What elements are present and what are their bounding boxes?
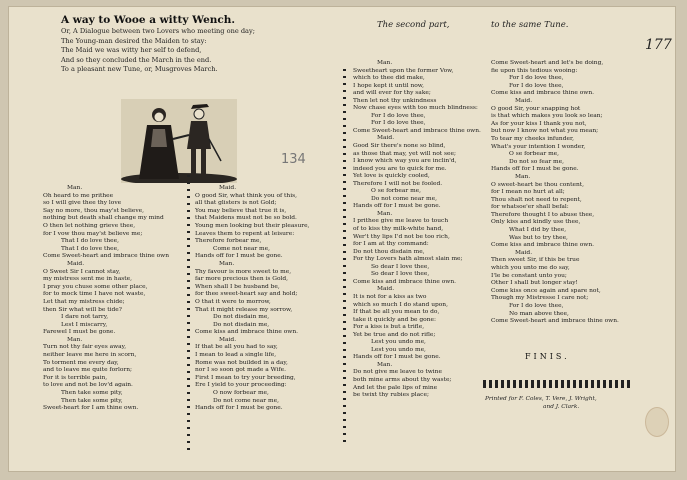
verse-line: fie upon this tedious wooing: [491,67,578,74]
verse-line: to love and not be lov'd again. [43,382,133,389]
verse-line: Good Sir there's none so blind, [353,143,446,150]
verse-line: O se forbear me, [509,151,560,158]
printed-for [485,395,597,411]
verse-line: take it quickly and be gone: [353,316,436,323]
verse-line: Lest you undo me, [371,346,426,353]
verse-line: Then sweet Sir, if this be true [491,257,580,264]
verse-line: Hands off for I must be gone. [491,166,579,173]
verse-line: For I do love thee, [509,75,564,82]
subtitle-line: And so they concluded the March in the end. [61,55,212,64]
verse-line: Come Sweet-heart and let's be doing, [491,60,604,66]
broadside-sheet [8,6,676,472]
verse-line: Man. [377,60,393,66]
library-stamp [645,407,669,437]
verse-line: Come Sweet-heart and imbrace thine own. [353,127,481,134]
verse-line: Man. [67,336,83,343]
verse-line: If that be all you had to say, [195,344,278,351]
verse-line: For a kiss is but a trifle, [353,324,425,331]
verse-line: indeed you are to quick for me. [353,165,447,172]
verse-line: which you unto me do say, [491,265,570,272]
verse-line: It is not for a kiss as two [353,293,427,300]
verse-line: Wer't thy lips I'd not be too rich, [353,233,450,240]
subtitle-line: The Young-man desired the Maiden to stay: [61,36,207,45]
column-2 [195,185,309,413]
verse-line: Therefore thought I to abuse thee, [491,211,595,218]
page-number: 177 [645,37,672,53]
verse-line: Turn not thy fair eyes away, [43,344,127,351]
verse-line: Man. [67,185,83,191]
column-3 [353,60,481,400]
verse-line: For I do love thee, [371,112,426,119]
verse-line: I hope kept it until now, [353,82,425,89]
verse-line: O good Sir, what think you of this, [195,192,297,199]
verse-line: Man. [219,260,235,267]
verse-line: I mean to lead a single life, [195,352,277,359]
verse-line: Do not give me leave to twine [353,369,442,376]
verse-line: Lest you undo me, [371,339,426,346]
verse-line: nothing but death shall change my mind [43,215,164,222]
verse-line: For I do love thee, [509,303,564,309]
verse-line: Maid. [377,286,395,293]
verse-line: If that be all you mean to do, [353,309,440,316]
verse-line: What I did by thee, [509,227,567,234]
subtitle-line: To a pleasant new Tune, or, Musgroves March. [61,65,218,74]
verse-line: Only kiss and kindly use thee, [491,219,581,226]
verse-line: What's your intention I wonder, [491,143,586,150]
verse-line: Hands off for I must be gone. [195,405,283,412]
verse-line: That it might release my sorrow, [195,306,293,313]
column-1 [43,185,169,413]
verse-line: O that it were to morrow, [195,298,271,305]
verse-line: I prithee give me leave to touch [353,218,449,225]
verse-line: for thee sweet-heart say and hold; [195,291,298,298]
verse-line: Then take some pity, [61,397,123,404]
verse-line: be twixt thy rubies place; [353,392,429,399]
verse-line: So dear I love thee, [371,263,430,270]
verse-line: far more precious then is Gold, [195,276,289,283]
verse-line: O good Sir, your snapping hot [491,105,581,112]
verse-line: Say no more, thou may'st believe, [43,207,145,214]
verse-line: which so much I do stand upon, [353,301,448,308]
verse-line: neither leave me here in scorn, [43,352,137,359]
verse-line: Come kiss once again and spare not, [491,287,601,294]
verse-line: Do not disdain me, [213,321,270,328]
verse-line: That I do love thee, [61,245,119,252]
ornament-rule [483,380,633,388]
verse-line: Do not so fear me, [509,158,564,165]
printed-line: and J. Clark. [543,404,580,410]
verse-line: Come kiss and imbrace thine own. [491,90,594,97]
verse-line: Man. [515,173,531,180]
verse-line: Sweet-heart for I am thine own. [43,405,139,412]
verse-line: Maid. [515,97,533,104]
verse-line: For I do love thee, [509,82,564,89]
verse-line: Thy favour is more sweet to me, [195,268,292,275]
verse-line: O now forbear me, [213,390,269,397]
subtitle [61,27,331,75]
verse-line: Do not disdain me, [213,314,270,321]
verse-line: When shall I be husband be, [195,283,280,290]
verse-line: Hands off for I must be gone. [353,354,441,361]
verse-line: First I mean to try your breeding, [195,374,296,381]
verse-line: is that which makes you look so lean; [491,113,603,120]
verse-line: To tear my cheeks infunder, [491,135,575,142]
verse-line: that Maidens must not be so bold. [195,215,297,222]
verse-line: Come kiss and imbrace thine own. [195,329,298,336]
verse-line: Man. [377,361,393,368]
verse-line: O then let nothing grieve thee, [43,222,136,229]
subtitle-line: The Maid we was witty her self to defend, [61,46,202,55]
verse-line: I pray you chuse some other place, [43,283,148,290]
verse-line: Then take some pity, [61,390,123,397]
verse-line: For it is terrible pain, [43,374,108,381]
verse-line: Leaves them to repent at leisure: [195,230,295,237]
verse-line: Maid. [219,336,237,343]
verse-line: You may believe that true it is, [195,207,287,214]
verse-line: which to thee did make, [353,75,425,82]
verse-line: Come kiss and imbrace thine own. [491,242,594,249]
verse-line: I'le be constant unto you; [491,272,567,279]
verse-line: As for your kiss I thank you not, [491,120,587,127]
verse-line: And let the pale lips of mine [353,384,438,391]
verse-line: but now I know not what you mean; [491,128,599,135]
verse-line: Other I shall but longer stay! [491,280,578,287]
verse-line: I know which way you are inclin'd, [353,158,457,165]
verse-line: O sweet-heart be thou content, [491,181,584,188]
verse-line: Thou shalt not need to repent, [491,196,582,203]
verse-line: of to kiss thy milk-white hand, [353,226,444,233]
verse-line: Now chase eyes with too much blindness: [353,105,478,112]
verse-line: O Sweet Sir I cannot stay, [43,268,121,275]
verse-line: Farewel I must be gone. [43,329,116,336]
woodcut-lovers-image [121,99,237,183]
verse-line: Rome was not builded in a day, [195,359,288,366]
verse-line: Hands off for I must be gone. [353,203,441,210]
verse-line: Come Sweet-heart and imbrace thine own [43,253,170,260]
verse-line: Maid. [515,249,533,256]
verse-line: my mistress sent me in haste, [43,276,132,283]
verse-line: so I will give thee thy love [43,200,122,207]
verse-line: for I am at thy command: [353,241,429,248]
verse-line: Do not thou disdain me, [353,248,425,255]
ballad-title: A way to Wooe a witty Wench. [61,14,236,26]
verse-line: for I mean no hurt at all; [491,189,565,196]
verse-line: Ere I yield to your proceeding: [195,382,287,389]
printed-line: Printed for F. Coles, T. Vere, J. Wright, [485,396,597,402]
verse-line: Maid. [219,185,237,191]
verse-line: for to mock time I have not waste, [43,291,146,298]
verse-line: Hands off for I must be gone. [195,253,283,260]
verse-line: and to leave me quite forlorn; [43,367,132,374]
verse-line: Yet be true and do not rifle; [353,331,436,338]
verse-line: all that glisters is not Gold; [195,200,277,207]
verse-line: Sweetheart upon the former Vow, [353,67,454,74]
pencil-note: 134 [281,152,306,167]
verse-line: Was but to try thee, [509,234,568,241]
verse-line: Oh heard to me prithee [43,192,114,199]
verse-line: Man. [377,210,393,217]
page-divider [343,69,346,447]
column-4 [491,60,619,326]
subtitle-line: Or, A Dialogue between two Lovers who meeting one day; [61,27,255,35]
verse-line: For I do love thee, [371,120,426,127]
verse-line: Maid. [377,135,395,142]
second-part-title: The second part, [377,20,450,30]
verse-line: Therefore I will not be fooled. [353,180,443,187]
verse-line: Come kiss and imbrace thine own. [353,278,456,285]
verse-line: Do not come near me, [371,195,437,202]
verse-line: Though my Mistresse I care not; [491,295,589,302]
verse-line: No man above thee, [509,310,569,317]
verse-line: for whatsoe'er shall befal: [491,204,569,211]
verse-line: and will ever for thy sake; [353,90,431,97]
column-divider [187,175,190,455]
verse-line: So dear I love thee, [371,271,430,278]
verse-line: Therefore forbear me, [195,238,262,245]
verse-line: both mine arms about thy waste; [353,376,452,383]
verse-line: O se forbear me, [371,188,422,195]
verse-line: That I do love thee, [61,238,119,245]
verse-line: Young men looking but their pleasure, [195,222,310,229]
verse-line: For thy Lovers hath almost slain me; [353,256,463,263]
verse-line: Lest I miscarry, [61,321,108,328]
verse-line: for I vow thou may'st believe me; [43,230,143,237]
verse-line: Then let not thy unkindness [353,97,437,104]
verse-line: Come Sweet-heart and imbrace thine own. [491,318,619,325]
verse-line: Yet love is quickly cooled, [353,173,430,180]
verse-line: Come not near me, [213,245,271,252]
verse-line: To torment me every day, [43,359,119,366]
verse-line: Let that my mistress chide; [43,298,125,305]
finis: FINIS. [525,352,570,361]
verse-line: I dare not tarry, [61,314,109,321]
verse-line: as those that may, yet will not see; [353,150,456,157]
second-part-tune: to the same Tune. [491,20,569,30]
verse-line: then Sir what will be tide? [43,306,122,313]
verse-line: nor I so soon got made a Wife. [195,367,286,374]
verse-line: Do not come near me, [213,397,279,404]
verse-line: Maid. [67,260,85,267]
